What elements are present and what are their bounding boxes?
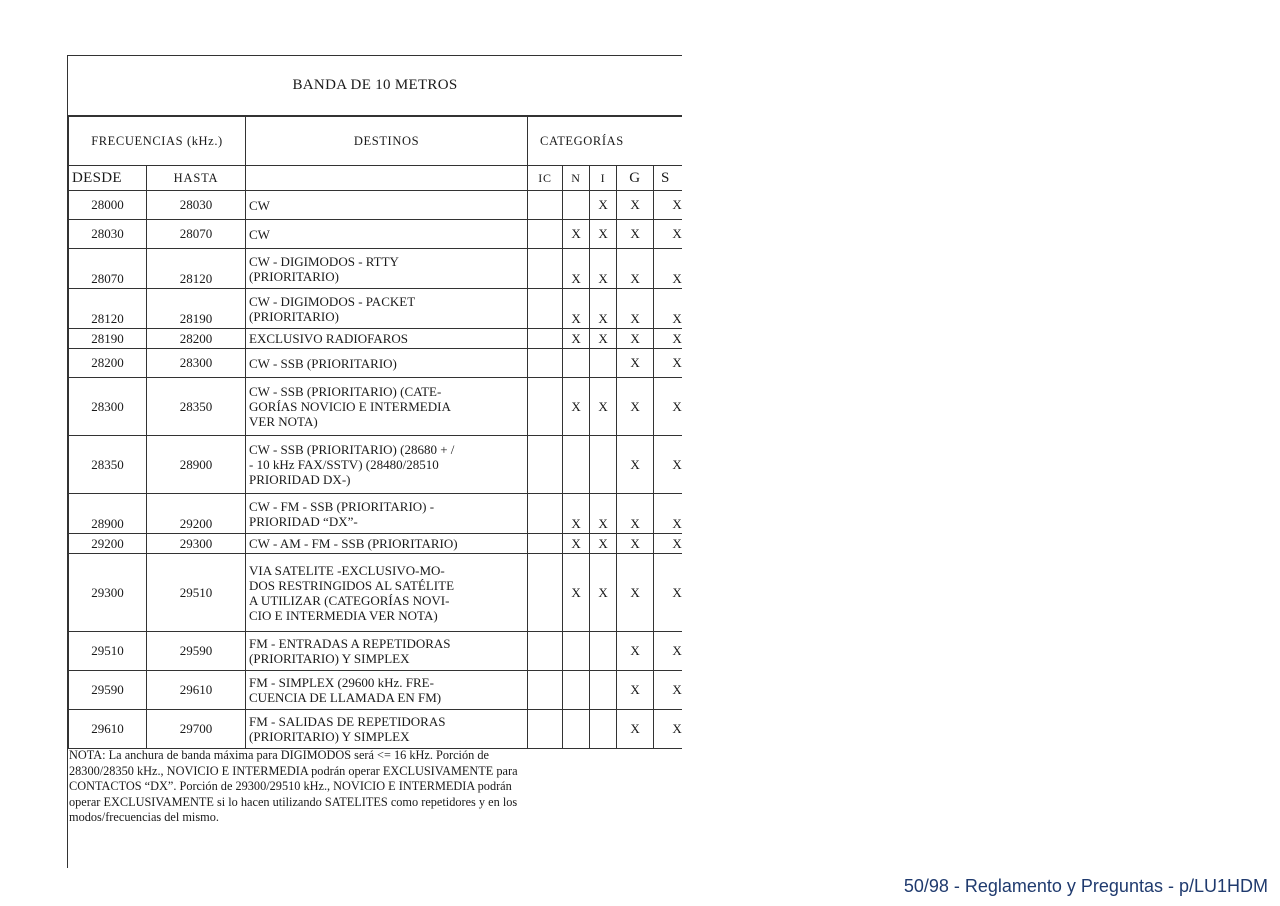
- cell-cat-n: X: [563, 378, 590, 436]
- cell-cat-g: X: [617, 534, 654, 554]
- cell-cat-n: X: [563, 220, 590, 249]
- cell-cat-ic: [528, 494, 563, 534]
- destino-line: CW - SSB (PRIORITARIO) (CATE-: [249, 384, 442, 399]
- cell-cat-g: X: [617, 220, 654, 249]
- cell-cat-s: X: [654, 494, 682, 534]
- destino-line: CW: [249, 197, 270, 213]
- cell-destino: [246, 710, 528, 749]
- destino-line: CW - AM - FM - SSB (PRIORITARIO): [249, 536, 458, 551]
- cell-desde: 28190: [69, 329, 147, 349]
- table-row: [69, 632, 683, 671]
- destino-line: EXCLUSIVO RADIOFAROS: [249, 331, 409, 346]
- cell-cat-g: X: [617, 249, 654, 289]
- cell-hasta: 28120: [147, 249, 246, 289]
- cell-desde: 29590: [69, 671, 147, 710]
- col-header-hasta: HASTA: [147, 166, 246, 191]
- destino-line: FM - SIMPLEX (29600 kHz. FRE-: [249, 675, 434, 690]
- cell-cat-s: X: [654, 632, 682, 671]
- note-line: 28300/28350 kHz., NOVICIO E INTERMEDIA podrán operar EXCLUSIVAMENTE para: [69, 763, 518, 778]
- cell-cat-s: X: [654, 191, 682, 220]
- cell-cat-s: X: [654, 436, 682, 494]
- col-header-g: G: [617, 166, 654, 191]
- cell-desde: 29300: [69, 554, 147, 632]
- table-row: [69, 289, 683, 329]
- cell-cat-s: X: [654, 671, 682, 710]
- col-header-i: I: [590, 166, 617, 191]
- cell-hasta: 28070: [147, 220, 246, 249]
- cell-cat-n: X: [563, 249, 590, 289]
- cell-desde: 29200: [69, 534, 147, 554]
- cell-hasta: 28900: [147, 436, 246, 494]
- cell-cat-i: X: [590, 378, 617, 436]
- cell-cat-i: X: [590, 329, 617, 349]
- cell-cat-g: X: [617, 329, 654, 349]
- destino-line: (PRIORITARIO) Y SIMPLEX: [249, 651, 410, 666]
- cell-cat-s: X: [654, 534, 682, 554]
- cell-cat-s: X: [654, 710, 682, 749]
- table-row: [69, 436, 683, 494]
- cell-cat-i: X: [590, 534, 617, 554]
- frequency-table-document: [67, 55, 682, 868]
- cell-desde: 28900: [69, 494, 147, 534]
- col-header-categorias: CATEGORÍAS: [528, 117, 682, 166]
- cell-destino: [246, 249, 528, 289]
- cell-destino: [246, 191, 528, 220]
- cell-hasta: 29510: [147, 554, 246, 632]
- page-footer: 50/98 - Reglamento y Preguntas - p/LU1HDM: [903, 876, 1268, 896]
- cell-cat-i: X: [590, 249, 617, 289]
- destino-line: CW - FM - SSB (PRIORITARIO) -: [249, 498, 435, 514]
- cell-cat-g: X: [617, 494, 654, 534]
- cell-cat-ic: [528, 710, 563, 749]
- cell-cat-i: [590, 349, 617, 378]
- cell-cat-n: X: [563, 554, 590, 632]
- band-plan-table: [68, 116, 682, 749]
- cell-cat-ic: [528, 191, 563, 220]
- cell-desde: 29510: [69, 632, 147, 671]
- cell-cat-i: X: [590, 220, 617, 249]
- cell-cat-n: [563, 191, 590, 220]
- cell-desde: 28350: [69, 436, 147, 494]
- cell-desde: 28030: [69, 220, 147, 249]
- cell-cat-ic: [528, 632, 563, 671]
- cell-cat-i: X: [590, 289, 617, 329]
- cell-desde: 28200: [69, 349, 147, 378]
- note-line: modos/frecuencias del mismo.: [69, 810, 219, 824]
- cell-destino: [246, 378, 528, 436]
- cell-hasta: 28350: [147, 378, 246, 436]
- destino-line: VER NOTA): [249, 414, 318, 429]
- cell-cat-s: X: [654, 220, 682, 249]
- table-row: [69, 220, 683, 249]
- cell-cat-g: X: [617, 554, 654, 632]
- destino-line: (PRIORITARIO): [249, 268, 339, 284]
- cell-cat-g: X: [617, 191, 654, 220]
- col-header-desde: DESDE: [69, 166, 147, 191]
- cell-hasta: 29610: [147, 671, 246, 710]
- cell-destino: [246, 671, 528, 710]
- destino-line: - 10 kHz FAX/SSTV) (28480/28510: [249, 457, 439, 472]
- note-line: operar EXCLUSIVAMENTE si lo hacen utilizando SATELITES como repetidores y en los: [69, 794, 518, 809]
- cell-cat-s: X: [654, 378, 682, 436]
- destino-line: GORÍAS NOVICIO E INTERMEDIA: [249, 399, 451, 414]
- cell-destino: [246, 436, 528, 494]
- cell-destino: [246, 289, 528, 329]
- cell-hasta: 28200: [147, 329, 246, 349]
- cell-cat-s: X: [654, 329, 682, 349]
- cell-desde: 28300: [69, 378, 147, 436]
- cell-cat-n: [563, 710, 590, 749]
- cell-cat-s: X: [654, 554, 682, 632]
- cell-cat-g: X: [617, 632, 654, 671]
- table-row: [69, 554, 683, 632]
- cell-cat-n: [563, 632, 590, 671]
- destino-line: VIA SATELITE -EXCLUSIVO-MO-: [249, 562, 445, 578]
- cell-cat-ic: [528, 349, 563, 378]
- cell-destino: [246, 632, 528, 671]
- destino-line: CW - DIGIMODOS - PACKET: [249, 293, 416, 309]
- cell-cat-ic: [528, 436, 563, 494]
- cell-cat-g: X: [617, 436, 654, 494]
- cell-destino: [246, 329, 528, 349]
- destino-line: DOS RESTRINGIDOS AL SATÉLITE: [249, 577, 455, 593]
- cell-cat-g: X: [617, 349, 654, 378]
- cell-cat-g: X: [617, 671, 654, 710]
- cell-hasta: 28030: [147, 191, 246, 220]
- col-header-n: N: [563, 166, 590, 191]
- cell-hasta: 28300: [147, 349, 246, 378]
- table-row: [69, 191, 683, 220]
- cell-cat-s: X: [654, 249, 682, 289]
- header-row-sub: [69, 166, 683, 191]
- col-header-destinos: DESTINOS: [246, 117, 528, 166]
- destino-line: CUENCIA DE LLAMADA EN FM): [249, 690, 442, 705]
- cell-cat-ic: [528, 534, 563, 554]
- cell-desde: 28000: [69, 191, 147, 220]
- destino-line: PRIORIDAD DX-): [249, 472, 351, 487]
- cell-cat-g: X: [617, 710, 654, 749]
- cell-cat-n: X: [563, 534, 590, 554]
- cell-destino: [246, 494, 528, 534]
- col-header-destinos-blank: [246, 166, 528, 191]
- cell-cat-n: X: [563, 494, 590, 534]
- destino-line: FM - SALIDAS DE REPETIDORAS: [249, 714, 446, 729]
- cell-cat-s: X: [654, 289, 682, 329]
- cell-destino: [246, 534, 528, 554]
- cell-cat-n: [563, 349, 590, 378]
- table-row: [69, 671, 683, 710]
- cell-cat-s: X: [654, 349, 682, 378]
- col-header-ic: IC: [528, 166, 563, 191]
- cell-cat-i: X: [590, 191, 617, 220]
- cell-cat-g: X: [617, 289, 654, 329]
- table-row: [69, 249, 683, 289]
- cell-cat-i: [590, 436, 617, 494]
- destino-line: (PRIORITARIO): [249, 308, 339, 324]
- cell-cat-ic: [528, 554, 563, 632]
- table-row: [69, 534, 683, 554]
- cell-cat-i: [590, 710, 617, 749]
- cell-hasta: 29590: [147, 632, 246, 671]
- table-row: [69, 349, 683, 378]
- cell-cat-g: X: [617, 378, 654, 436]
- table-row: [69, 710, 683, 749]
- destino-line: PRIORIDAD “DX”-: [249, 513, 358, 529]
- cell-hasta: 29200: [147, 494, 246, 534]
- header-row-main: [69, 117, 683, 166]
- cell-desde: 28070: [69, 249, 147, 289]
- cell-hasta: 29300: [147, 534, 246, 554]
- destino-line: (PRIORITARIO) Y SIMPLEX: [249, 729, 410, 744]
- cell-cat-ic: [528, 671, 563, 710]
- note-line: CONTACTOS “DX”. Porción de 29300/29510 kHz., NOVICIO E INTERMEDIA podrán: [69, 779, 512, 793]
- cell-cat-ic: [528, 378, 563, 436]
- cell-desde: 28120: [69, 289, 147, 329]
- cell-cat-ic: [528, 289, 563, 329]
- cell-hasta: 29700: [147, 710, 246, 749]
- cell-cat-i: X: [590, 554, 617, 632]
- cell-hasta: 28190: [147, 289, 246, 329]
- cell-destino: [246, 554, 528, 632]
- cell-destino: [246, 220, 528, 249]
- cell-cat-ic: [528, 249, 563, 289]
- cell-cat-n: X: [563, 289, 590, 329]
- cell-cat-i: [590, 671, 617, 710]
- col-header-frecuencias: FRECUENCIAS (kHz.): [69, 117, 246, 166]
- col-header-s: S: [654, 166, 682, 191]
- table-title: BANDA DE 10 METROS: [68, 56, 682, 116]
- table-row: [69, 494, 683, 534]
- destino-line: A UTILIZAR (CATEGORÍAS NOVI-: [249, 592, 450, 608]
- table-row: [69, 329, 683, 349]
- destino-line: CW: [249, 226, 270, 242]
- cell-cat-i: X: [590, 494, 617, 534]
- note-line: NOTA: La anchura de banda máxima para DIGIMODOS será <= 16 kHz. Porción de: [69, 748, 489, 762]
- cell-cat-n: [563, 671, 590, 710]
- destino-line: FM - ENTRADAS A REPETIDORAS: [249, 636, 451, 651]
- cell-cat-ic: [528, 329, 563, 349]
- cell-destino: [246, 349, 528, 378]
- cell-cat-ic: [528, 220, 563, 249]
- destino-line: CW - DIGIMODOS - RTTY: [249, 253, 399, 269]
- destino-line: CW - SSB (PRIORITARIO): [249, 355, 397, 371]
- cell-cat-n: X: [563, 329, 590, 349]
- table-row: [69, 378, 683, 436]
- cell-desde: 29610: [69, 710, 147, 749]
- nota-paragraph: [68, 748, 682, 826]
- destino-line: CW - SSB (PRIORITARIO) (28680 + /: [249, 442, 455, 457]
- cell-cat-i: [590, 632, 617, 671]
- cell-cat-n: [563, 436, 590, 494]
- destino-line: CIO E INTERMEDIA VER NOTA): [249, 607, 438, 623]
